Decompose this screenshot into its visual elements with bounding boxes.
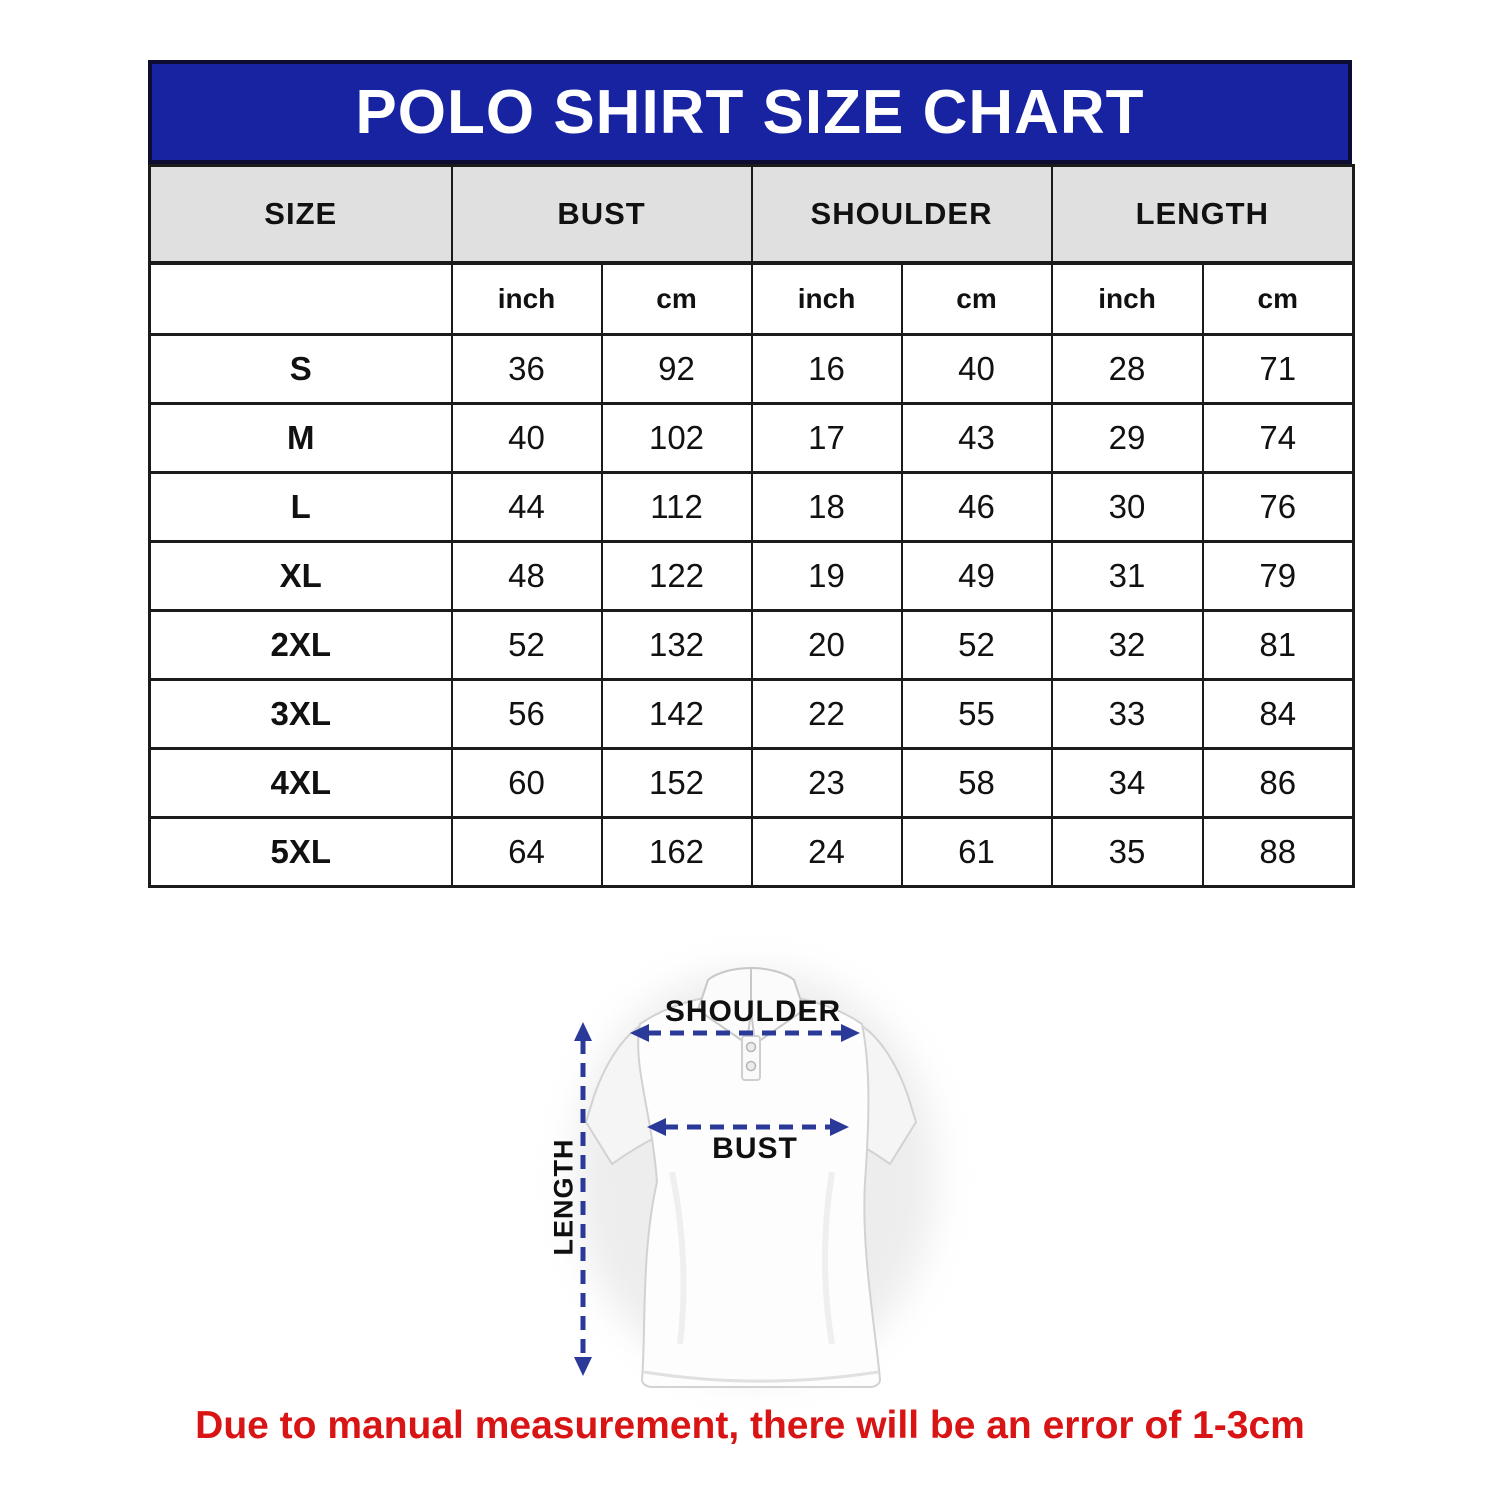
size-cell: 2XL xyxy=(150,611,452,680)
value-cell: 43 xyxy=(902,404,1052,473)
value-cell: 22 xyxy=(752,680,902,749)
value-cell: 60 xyxy=(452,749,602,818)
table-row-l xyxy=(150,473,1354,542)
value-cell: 132 xyxy=(602,611,752,680)
table-row-m xyxy=(150,404,1354,473)
value-cell: 55 xyxy=(902,680,1052,749)
column-header-length: LENGTH xyxy=(1052,166,1354,264)
table-row-s xyxy=(150,335,1354,404)
value-cell: 74 xyxy=(1203,404,1354,473)
table-unit-row xyxy=(150,263,1354,335)
value-cell: 20 xyxy=(752,611,902,680)
length-measure-label: LENGTH xyxy=(548,1138,579,1256)
measurement-note: Due to manual measurement, there will be an error of 1-3cm xyxy=(195,1404,1305,1447)
value-cell: 36 xyxy=(452,335,602,404)
table-row-4xl xyxy=(150,749,1354,818)
value-cell: 88 xyxy=(1203,818,1354,887)
column-header-size: SIZE xyxy=(150,166,452,264)
value-cell: 34 xyxy=(1052,749,1203,818)
value-cell: 52 xyxy=(452,611,602,680)
value-cell: 40 xyxy=(902,335,1052,404)
size-cell: L xyxy=(150,473,452,542)
size-cell: 3XL xyxy=(150,680,452,749)
value-cell: 92 xyxy=(602,335,752,404)
table-header-row xyxy=(150,166,1354,264)
value-cell: 16 xyxy=(752,335,902,404)
unit-header-length-cm: cm xyxy=(1203,263,1354,335)
value-cell: 31 xyxy=(1052,542,1203,611)
value-cell: 142 xyxy=(602,680,752,749)
value-cell: 52 xyxy=(902,611,1052,680)
button xyxy=(747,1062,756,1071)
value-cell: 29 xyxy=(1052,404,1203,473)
value-cell: 19 xyxy=(752,542,902,611)
table-row-5xl xyxy=(150,818,1354,887)
size-cell: 4XL xyxy=(150,749,452,818)
value-cell: 122 xyxy=(602,542,752,611)
value-cell: 162 xyxy=(602,818,752,887)
value-cell: 23 xyxy=(752,749,902,818)
value-cell: 17 xyxy=(752,404,902,473)
value-cell: 152 xyxy=(602,749,752,818)
value-cell: 18 xyxy=(752,473,902,542)
value-cell: 56 xyxy=(452,680,602,749)
value-cell: 64 xyxy=(452,818,602,887)
unit-header-bust-cm: cm xyxy=(602,263,752,335)
value-cell: 76 xyxy=(1203,473,1354,542)
value-cell: 24 xyxy=(752,818,902,887)
value-cell: 44 xyxy=(452,473,602,542)
page-title: POLO SHIRT SIZE CHART xyxy=(355,77,1145,147)
value-cell: 49 xyxy=(902,542,1052,611)
unit-header-shoulder-cm: cm xyxy=(902,263,1052,335)
bust-measure-label: BUST xyxy=(712,1132,798,1165)
value-cell: 81 xyxy=(1203,611,1354,680)
size-cell: XL xyxy=(150,542,452,611)
value-cell: 102 xyxy=(602,404,752,473)
column-header-bust: BUST xyxy=(452,166,752,264)
polo-shirt-diagram xyxy=(520,952,980,1402)
button xyxy=(747,1043,756,1052)
value-cell: 79 xyxy=(1203,542,1354,611)
value-cell: 71 xyxy=(1203,335,1354,404)
value-cell: 35 xyxy=(1052,818,1203,887)
value-cell: 30 xyxy=(1052,473,1203,542)
value-cell: 84 xyxy=(1203,680,1354,749)
size-cell: 5XL xyxy=(150,818,452,887)
chart-title-banner xyxy=(148,60,1352,164)
size-cell: M xyxy=(150,404,452,473)
size-cell: S xyxy=(150,335,452,404)
value-cell: 28 xyxy=(1052,335,1203,404)
value-cell: 86 xyxy=(1203,749,1354,818)
value-cell: 58 xyxy=(902,749,1052,818)
value-cell: 40 xyxy=(452,404,602,473)
table-row-3xl xyxy=(150,680,1354,749)
empty-corner-cell xyxy=(150,263,452,335)
unit-header-bust-inch: inch xyxy=(452,263,602,335)
value-cell: 112 xyxy=(602,473,752,542)
unit-header-shoulder-inch: inch xyxy=(752,263,902,335)
value-cell: 32 xyxy=(1052,611,1203,680)
value-cell: 61 xyxy=(902,818,1052,887)
table-row-xl xyxy=(150,542,1354,611)
value-cell: 48 xyxy=(452,542,602,611)
value-cell: 33 xyxy=(1052,680,1203,749)
value-cell: 46 xyxy=(902,473,1052,542)
unit-header-length-inch: inch xyxy=(1052,263,1203,335)
size-table xyxy=(148,164,1355,888)
column-header-shoulder: SHOULDER xyxy=(752,166,1052,264)
shoulder-measure-label: SHOULDER xyxy=(664,995,842,1028)
table-row-2xl xyxy=(150,611,1354,680)
